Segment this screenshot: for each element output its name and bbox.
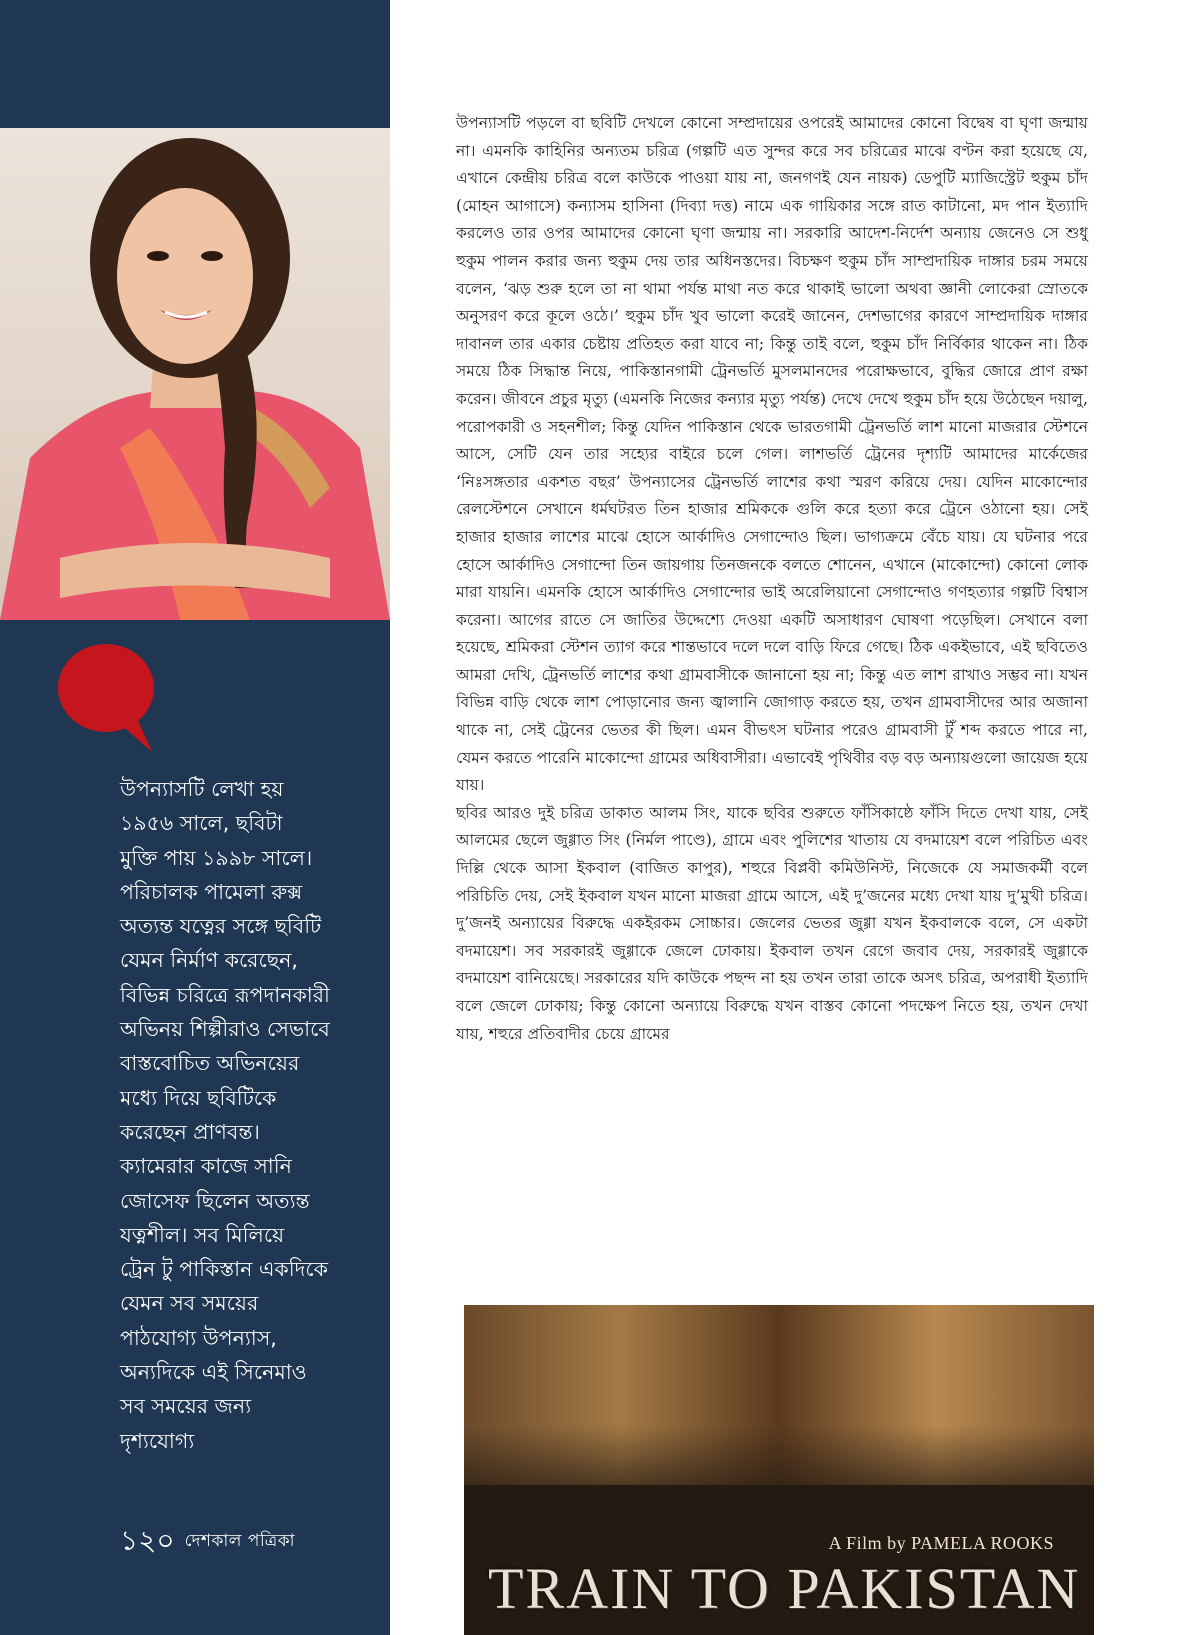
page-number: ১২০ (120, 1523, 175, 1557)
film-poster (464, 1305, 1094, 1635)
portrait-illustration (0, 128, 390, 620)
pull-quote: উপন্যাসটি লেখা হয় ১৯৫৬ সালে, ছবিটা মুক্তি পায় ১৯৯৮ সালে। পরিচালক পামেলা রুক্স অত্যন্ত যত্নের সঙ্গে ছবিটি যেমন নির্মাণ করেছেন, বিভিন্ন চরিত্রে রূপদানকারী অভিনয় শিল্পীরাও সেভাবে বাস্তবোচিত অভিনয়ের মধ্যে দিয়ে ছবিটিকে করেছেন প্রাণবন্ত। ক্যামেরার কাজে সানি জোসেফ ছিলেন অত্যন্ত যত্নশীল। সব মিলিয়ে ট্রেন টু পাকিস্তান একদিকে যেমন সব সময়ের পাঠযোগ্য উপন্যাস, অন্যদিকে এই সিনেমাও সব সময়ের জন্য দৃশ্যযোগ্য (120, 777, 330, 1453)
article-paragraph: ছবির আরও দুই চরিত্র ডাকাত আলম সিং, যাকে ছবির শুরুতে ফাঁসিকাষ্ঠে ফাঁসি দিতে দেখা যায়, সেই আলমের ছেলে জুগ্গাত সিং (নির্মল পাণ্ডে), গ্রামে এবং পুলিশের খাতায় যে বদমায়েশ বলে পরিচিত এবং দিল্লি থেকে আসা ইকবাল (বাজিত কাপুর), শহুরে বিপ্লবী কমিউনিস্ট, নিজেকে যে সমাজকর্মী বলে পরিচিতি দেয়, সেই ইকবাল যখন মানো মাজরা গ্রামে আসে, এই দু’জনের মধ্যে দেখা যায় দু’মুখী চরিত্র। দু’জনই অন্যায়ের বিরুদ্ধে একইরকম সোচ্চার। জেলের ভেতর জুগ্গা যখন ইকবালকে বলে, সে একটা বদমায়েশ। সব সরকারই জুগ্গাকে জেলে ঢোকায়। ইকবাল তখন রেগে জবাব দেয়, সরকারই জুগ্গাকে বদমায়েশ বানিয়েছে। সরকারের যদি কাউকে পছন্দ না হয় তখন তারা তাকে অসৎ চরিত্র, অপরাধী ইত্যাদি বলে জেলে ঢোকায়; কিন্তু কোনো অন্যায়ে বিরুদ্ধে যখন বাস্তব কোনো পদক্ষেপ নিতে হয়, তখন দেখা যায়, শহুরে প্রতিবাদীর চেয়ে গ্রামের (456, 803, 1088, 1043)
article-paragraph: উপন্যাসটি পড়লে বা ছবিটি দেখলে কোনো সম্প্রদায়ের ওপরেই আমাদের কোনো বিদ্বেষ বা ঘৃণা জন্মায় না। এমনকি কাহিনির অন্যতম চরিত্র (গল্পটি এত সুন্দর করে সব চরিত্রের মাঝে বণ্টন করা হয়েছে যে, এখানে কেন্দ্রীয় চরিত্র বলে কাউকে পাওয়া যায় না, জনগণই যেন নায়ক) ডেপুটি ম্যাজিস্ট্রেট হুকুম চাঁদ (মোহন আগাসে) কন্যাসম হাসিনা (দিব্যা দত্ত) নামে এক গায়িকার সঙ্গে রাত কাটানো, মদ পান ইত্যাদি করলেও তার ওপর আমাদের কোনো ঘৃণা জন্মায় না। সরকারি আদেশ-নির্দেশ অন্যায় জেনেও সে শুধু হুকুম পালন করার জন্য হুকুম দেয় তার অধিনস্তদের। বিচক্ষণ হুকুম চাঁদ সাম্প্রদায়িক দাঙ্গার চরম সময়ে বলেন, ‘ঝড় শুরু হলে তা না থামা পর্যন্ত মাথা নত করে থাকাই ভালো অথবা জ্ঞানী লোকেরা স্রোতকে অনুসরণ করে কূলে ওঠে।’ হুকুম চাঁদ খুব ভালো করেই জানেন, দেশভাগের কারণে সাম্প্রদায়িক দাঙ্গার দাবানল তার একার চেষ্টায় প্রতিহত করা যাবে না; কিন্তু তাই বলে, হুকুম চাঁদ নির্বিকার থাকেন না। ঠিক সময়ে ঠিক সিদ্ধান্ত নিয়ে, পাকিস্তানগামী ট্রেনভর্তি মুসলমানদের পরোক্ষভাবে, বুদ্ধির জোরে প্রাণ রক্ষা করেন। জীবনে প্রচুর মৃত্যু (এমনকি নিজের কন্যার মৃত্যু পর্যন্ত) দেখে দেখে হুকুম চাঁদ হয়ে উঠেছেন দয়ালু, পরোপকারী ও সহনশীল; কিন্তু যেদিন পাকিস্তান থেকে ভারতগামী ট্রেনভর্তি লাশ মানো মাজরার স্টেশনে আসে, সেটি যেন তার সহ্যের বাইরে চলে গেল। লাশভর্তি ট্রেনের দৃশ্যটি আমাদের মার্কেজের ‘নিঃসঙ্গতার একশত বছর’ উপন্যাসের ট্রেনভর্তি লাশের কথা স্মরণ করিয়ে দেয়। যেদিন মাকোন্দোর রেলস্টেশনে সেখানে ধর্মঘটরত তিন হাজার শ্রমিককে গুলি করে হত্যা করে ট্রেনে ওঠানো হয়। সেই হাজার হাজার লাশের মাঝে হোসে আর্কাদিও সেগান্দোও ছিল। ভাগ্যক্রমে বেঁচে যায়। যে ঘটনার পরে হোসে আর্কাদিও সেগান্দো তিন জায়গায় তিনজনকে বলতে শোনেন, এখানে (মাকোন্দো) কোনো লোক মারা যায়নি। এমনকি হোসে আর্কাদিও সেগান্দোর ভাই অরেলিয়ানো সেগান্দোও গণহত্যার গল্পটি বিশ্বাস করেনা। আগের রাতে সে জাতির উদ্দেশ্যে দেওয়া একটি অসাধারণ ঘোষণা পড়েছিল। সেখানে বলা হয়েছে, শ্রমিকরা স্টেশন ত্যাগ করে শান্তভাবে দলে দলে বাড়ি ফিরে গেছে। ঠিক একইভাবে, এই ছবিতেও আমরা দেখি, ট্রেনভর্তি লাশের কথা গ্রামবাসীকে জানানো হয় না; কিন্তু এত লাশ রাখাও সম্ভব না। যখন বিভিন্ন বাড়ি থেকে লাশ পোড়ানোর জন্য জ্বালানি জোগাড় করতে হয়, তখন গ্রামবাসীদের আর অজানা থাকে না, সেই ট্রেনের ভেতর কী ছিল। এমন বীভৎস ঘটনার পরেও গ্রামবাসী টুঁ শব্দ করতে পারে না, যেমন করতে পারেনি মাকোন্দো গ্রামের অধিবাসীরা। এভাবেই পৃথিবীর বড় বড় অন্যায়গুলো জায়েজ হয়ে যায়। (456, 114, 1088, 795)
poster-credit: A Film by PAMELA ROOKS (828, 1533, 1054, 1553)
magazine-name: দেশকাল পত্রিকা (184, 1531, 296, 1551)
poster-title: TRAIN TO PAKISTAN (488, 1556, 1081, 1621)
actress-photo (0, 128, 390, 620)
page-footer (120, 1522, 380, 1562)
article-body (456, 110, 1088, 1048)
speech-bubble-icon (54, 640, 164, 760)
